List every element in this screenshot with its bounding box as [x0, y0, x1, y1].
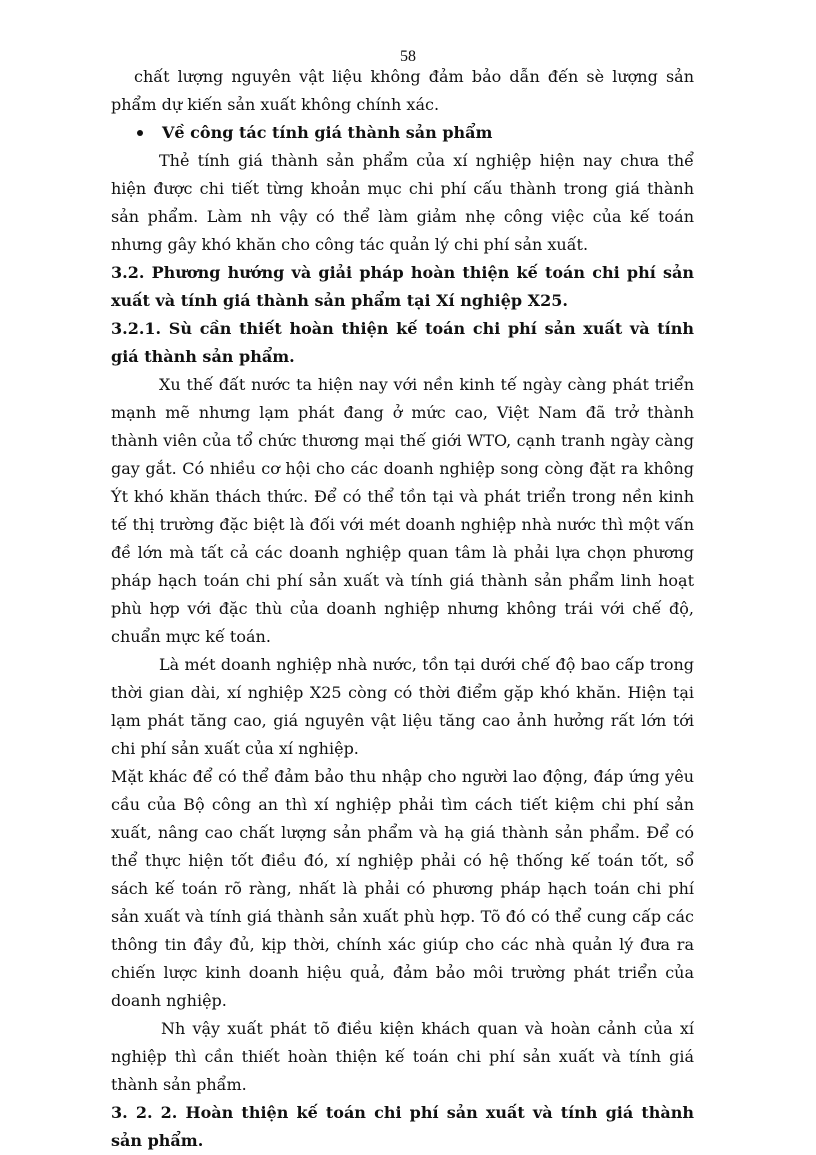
page-number: 58 [400, 48, 416, 65]
bullet-heading-text: Về công tác tính giá thành sản phẩm [162, 123, 493, 142]
section-heading-3-2-2: 3. 2. 2. Hoàn thiện kế toán chi phí sản xuất và tính giá thành sản phẩm. [111, 1103, 694, 1150]
paragraph-economic-trend: Xu thế đất nước ta hiện nay với nền kinh tế ngày càng phát triển mạnh mẽ nhưng lạm phát đang ở mức cao, Việt Nam đã trở thành thành viên của tổ chức thương mại thế giới WTO, cạnh tranh ngày càng gay gắt. Có nhiều cơ hội cho các doanh nghiệp song còng đặt ra không Ýt khó khăn thách thức. Để có thể tồn tại và phát triển trong nền kinh tế thị trường đặc biệt là đối với mét doanh nghiệp nhà nước thì một vấn đề lớn mà tất cả các doanh nghiệp quan tâm là phải lựa chọn phương pháp hạch toán chi phí sản xuất và tính giá thành sản phẩm linh hoạt phù hợp với đặc thù của doanh nghiệp nhưng không trái với chế độ, chuẩn mực kế toán. [111, 375, 694, 646]
bullet-icon [137, 130, 143, 136]
paragraph-cost-saving: Mặt khác để có thể đảm bảo thu nhập cho người lao động, đáp ứng yêu cầu của Bộ công an thì xí nghiệp phải tìm cách tiết kiệm chi phí sản xuất, nâng cao chất lượng sản phẩm và hạ giá thành sản phẩm. Để có thể thực hiện tốt điều đó, xí nghiệp phải có hệ thống kế toán tốt, sổ sách kế toán rõ ràng, nhất là phải có phương pháp hạch toán chi phí sản xuất và tính giá thành sản xuất phù hợp. Tõ đó có thể cung cấp các thông tin đầy đủ, kịp thời, chính xác giúp cho các nhà quản lý đưa ra chiến lược kinh doanh hiệu quả, đảm bảo môi trường phát triển của doanh nghiệp. [111, 767, 694, 1010]
bullet-heading [111, 119, 694, 147]
paragraph-product-costing: Thẻ tính giá thành sản phẩm của xí nghiệp hiện nay chưa thể hiện được chi tiết từng khoản mục chi phí cấu thành trong giá thành sản phẩm. Làm nh vậy có thể làm giảm nhẹ công việc của kế toán nhưng gây khó khăn cho công tác quản lý chi phí sản xuất. [111, 151, 694, 254]
section-heading-3-2-1: 3.2.1. Sù cần thiết hoàn thiện kế toán chi phí sản xuất và tính giá thành sản phẩm. [111, 319, 694, 366]
paragraph-conclusion: Nh vậy xuất phát tõ điều kiện khách quan và hoàn cảnh của xí nghiệp thì cần thiết hoàn thiện kế toán chi phí sản xuất và tính giá thành sản phẩm. [111, 1019, 694, 1094]
section-heading-3-2: 3.2. Phương hướng và giải pháp hoàn thiện kế toán chi phí sản xuất và tính giá thành sản phẩm tại Xí nghiệp X25. [111, 263, 694, 310]
paragraph-continuation: chất lượng nguyên vật liệu không đảm bảo dẫn đến sè lượng sản phẩm dự kiến sản xuất không chính xác. [111, 67, 694, 114]
page-content [111, 63, 694, 1155]
paragraph-enterprise-context: Là mét doanh nghiệp nhà nước, tồn tại dưới chế độ bao cấp trong thời gian dài, xí nghiệp X25 còng có thời điểm gặp khó khăn. Hiện tại lạm phát tăng cao, giá nguyên vật liệu tăng cao ảnh hưởng rất lớn tới chi phí sản xuất của xí nghiệp. [111, 655, 694, 758]
